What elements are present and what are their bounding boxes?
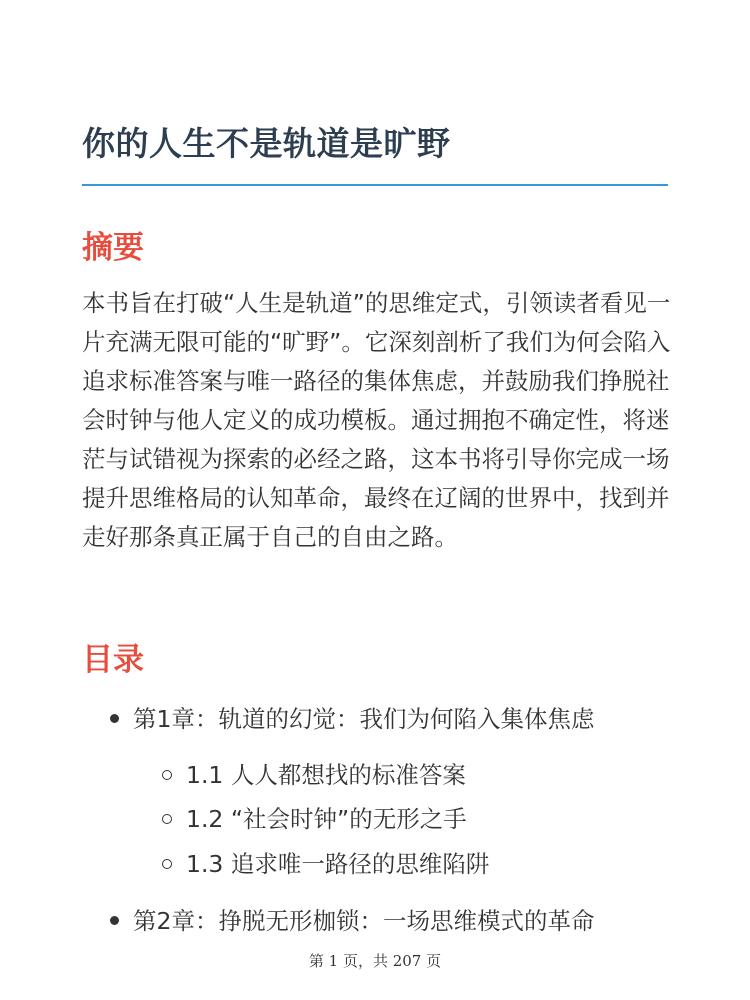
toc-section-label: 1.3 追求唯一路径的思维陷阱 xyxy=(186,850,490,878)
toc-chapter-label: 第2章：挣脱无形枷锁：一场思维模式的革命 xyxy=(133,907,595,935)
toc-section-1-3 xyxy=(162,845,489,879)
page-number-footer: 第 1 页，共 207 页 xyxy=(308,952,442,970)
document-title: 你的人生不是轨道是旷野 xyxy=(82,124,451,163)
bullet-circle-icon xyxy=(162,859,172,869)
bullet-circle-icon xyxy=(162,770,172,780)
abstract-body: 本书旨在打破“人生是轨道”的思维定式，引领读者看见一片充满无限可能的“旷野”。它深刻剖析了我们为何会陷入追求标准答案与唯一路径的集体焦虑，并鼓励我们挣脱社会时钟与他人定义的成功模板。通过拥抱不确定性，将迷茫与试错视为探索的必经之路，这本书将引导你完成一场提升思维格局的认知革命，最终在辽阔的世界中，找到并走好那条真正属于自己的自由之路。 xyxy=(82,289,671,551)
title-divider xyxy=(82,184,668,186)
bullet-disc-icon xyxy=(110,714,119,723)
toc-heading: 目录 xyxy=(82,642,144,678)
toc-section-1-1 xyxy=(162,756,466,790)
toc-chapter-1 xyxy=(110,700,594,734)
toc-chapter-label: 第1章：轨道的幻觉：我们为何陷入集体焦虑 xyxy=(133,705,595,733)
toc-chapter-2 xyxy=(110,902,594,936)
bullet-disc-icon xyxy=(110,916,119,925)
bullet-circle-icon xyxy=(162,814,172,824)
toc-section-label: 1.2 “社会时钟”的无形之手 xyxy=(186,805,467,833)
toc-section-label: 1.1 人人都想找的标准答案 xyxy=(186,761,466,789)
abstract-heading: 摘要 xyxy=(82,230,144,266)
toc-section-1-2 xyxy=(162,800,467,834)
